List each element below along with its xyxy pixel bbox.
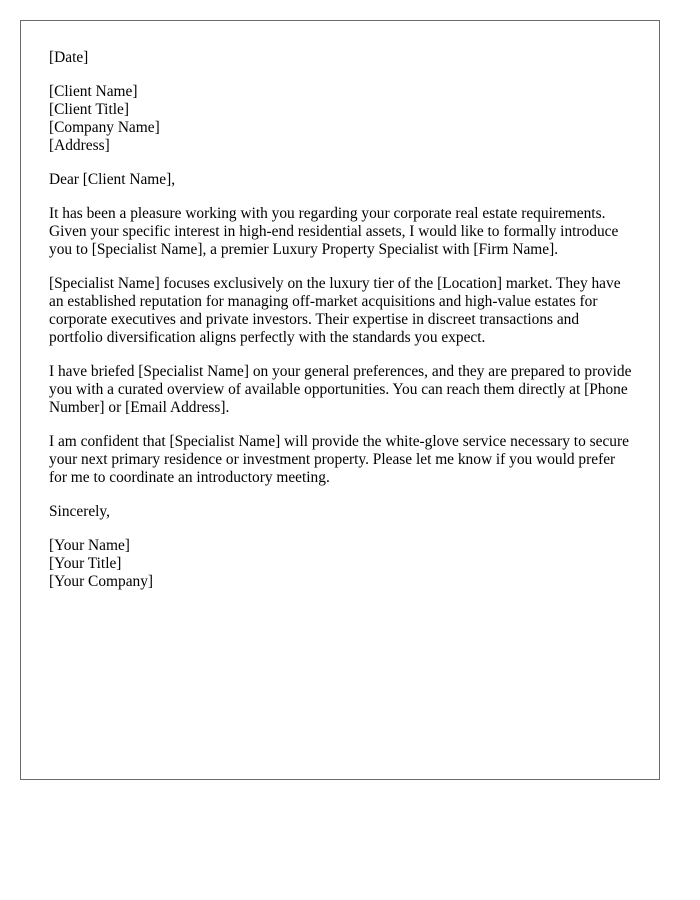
paragraph-closing-remarks: I am confident that [Specialist Name] will provide the white-glove service necessary to secure your next primary residence or investment property. Please let me know if you would prefer for me to coordinate an introductory meeting. (49, 433, 629, 486)
closing-block (49, 503, 635, 521)
sender-title: [Your Title] (49, 555, 122, 572)
date-block (49, 49, 635, 67)
recipient-company: [Company Name] (49, 119, 160, 136)
paragraph-introduction: It has been a pleasure working with you regarding your corporate real estate requirements. Given your specific interest in high-end residential assets, I would like to formally introduce you to [Specialist Name], a premier Luxury Property Specialist with [Firm Name]. (49, 205, 619, 258)
sender-block (49, 537, 635, 591)
paragraph-contact-details: I have briefed [Specialist Name] on your general preferences, and they are prepared to provide you with a curated overview of available opportunities. You can reach them directly at [Phone Number] or [Email Address]. (49, 363, 632, 416)
recipient-name: [Client Name] (49, 83, 138, 100)
letter-body (49, 49, 635, 607)
sender-company: [Your Company] (49, 573, 154, 590)
letter-date: [Date] (49, 49, 89, 66)
recipient-address: [Address] (49, 137, 110, 154)
paragraph-specialist-profile: [Specialist Name] focuses exclusively on the luxury tier of the [Location] market. They have an established reputation for managing off-market acquisitions and high-value estates for corporate executives and private investors. Their expertise in discreet transactions and portfolio diversification aligns perfectly with the standards you expect. (49, 275, 621, 346)
salutation: Dear [Client Name], (49, 171, 176, 188)
letter-page (20, 20, 660, 780)
salutation-block (49, 171, 635, 189)
closing: Sincerely, (49, 503, 110, 520)
sender-name: [Your Name] (49, 537, 130, 554)
recipient-block (49, 83, 635, 155)
recipient-title: [Client Title] (49, 101, 129, 118)
